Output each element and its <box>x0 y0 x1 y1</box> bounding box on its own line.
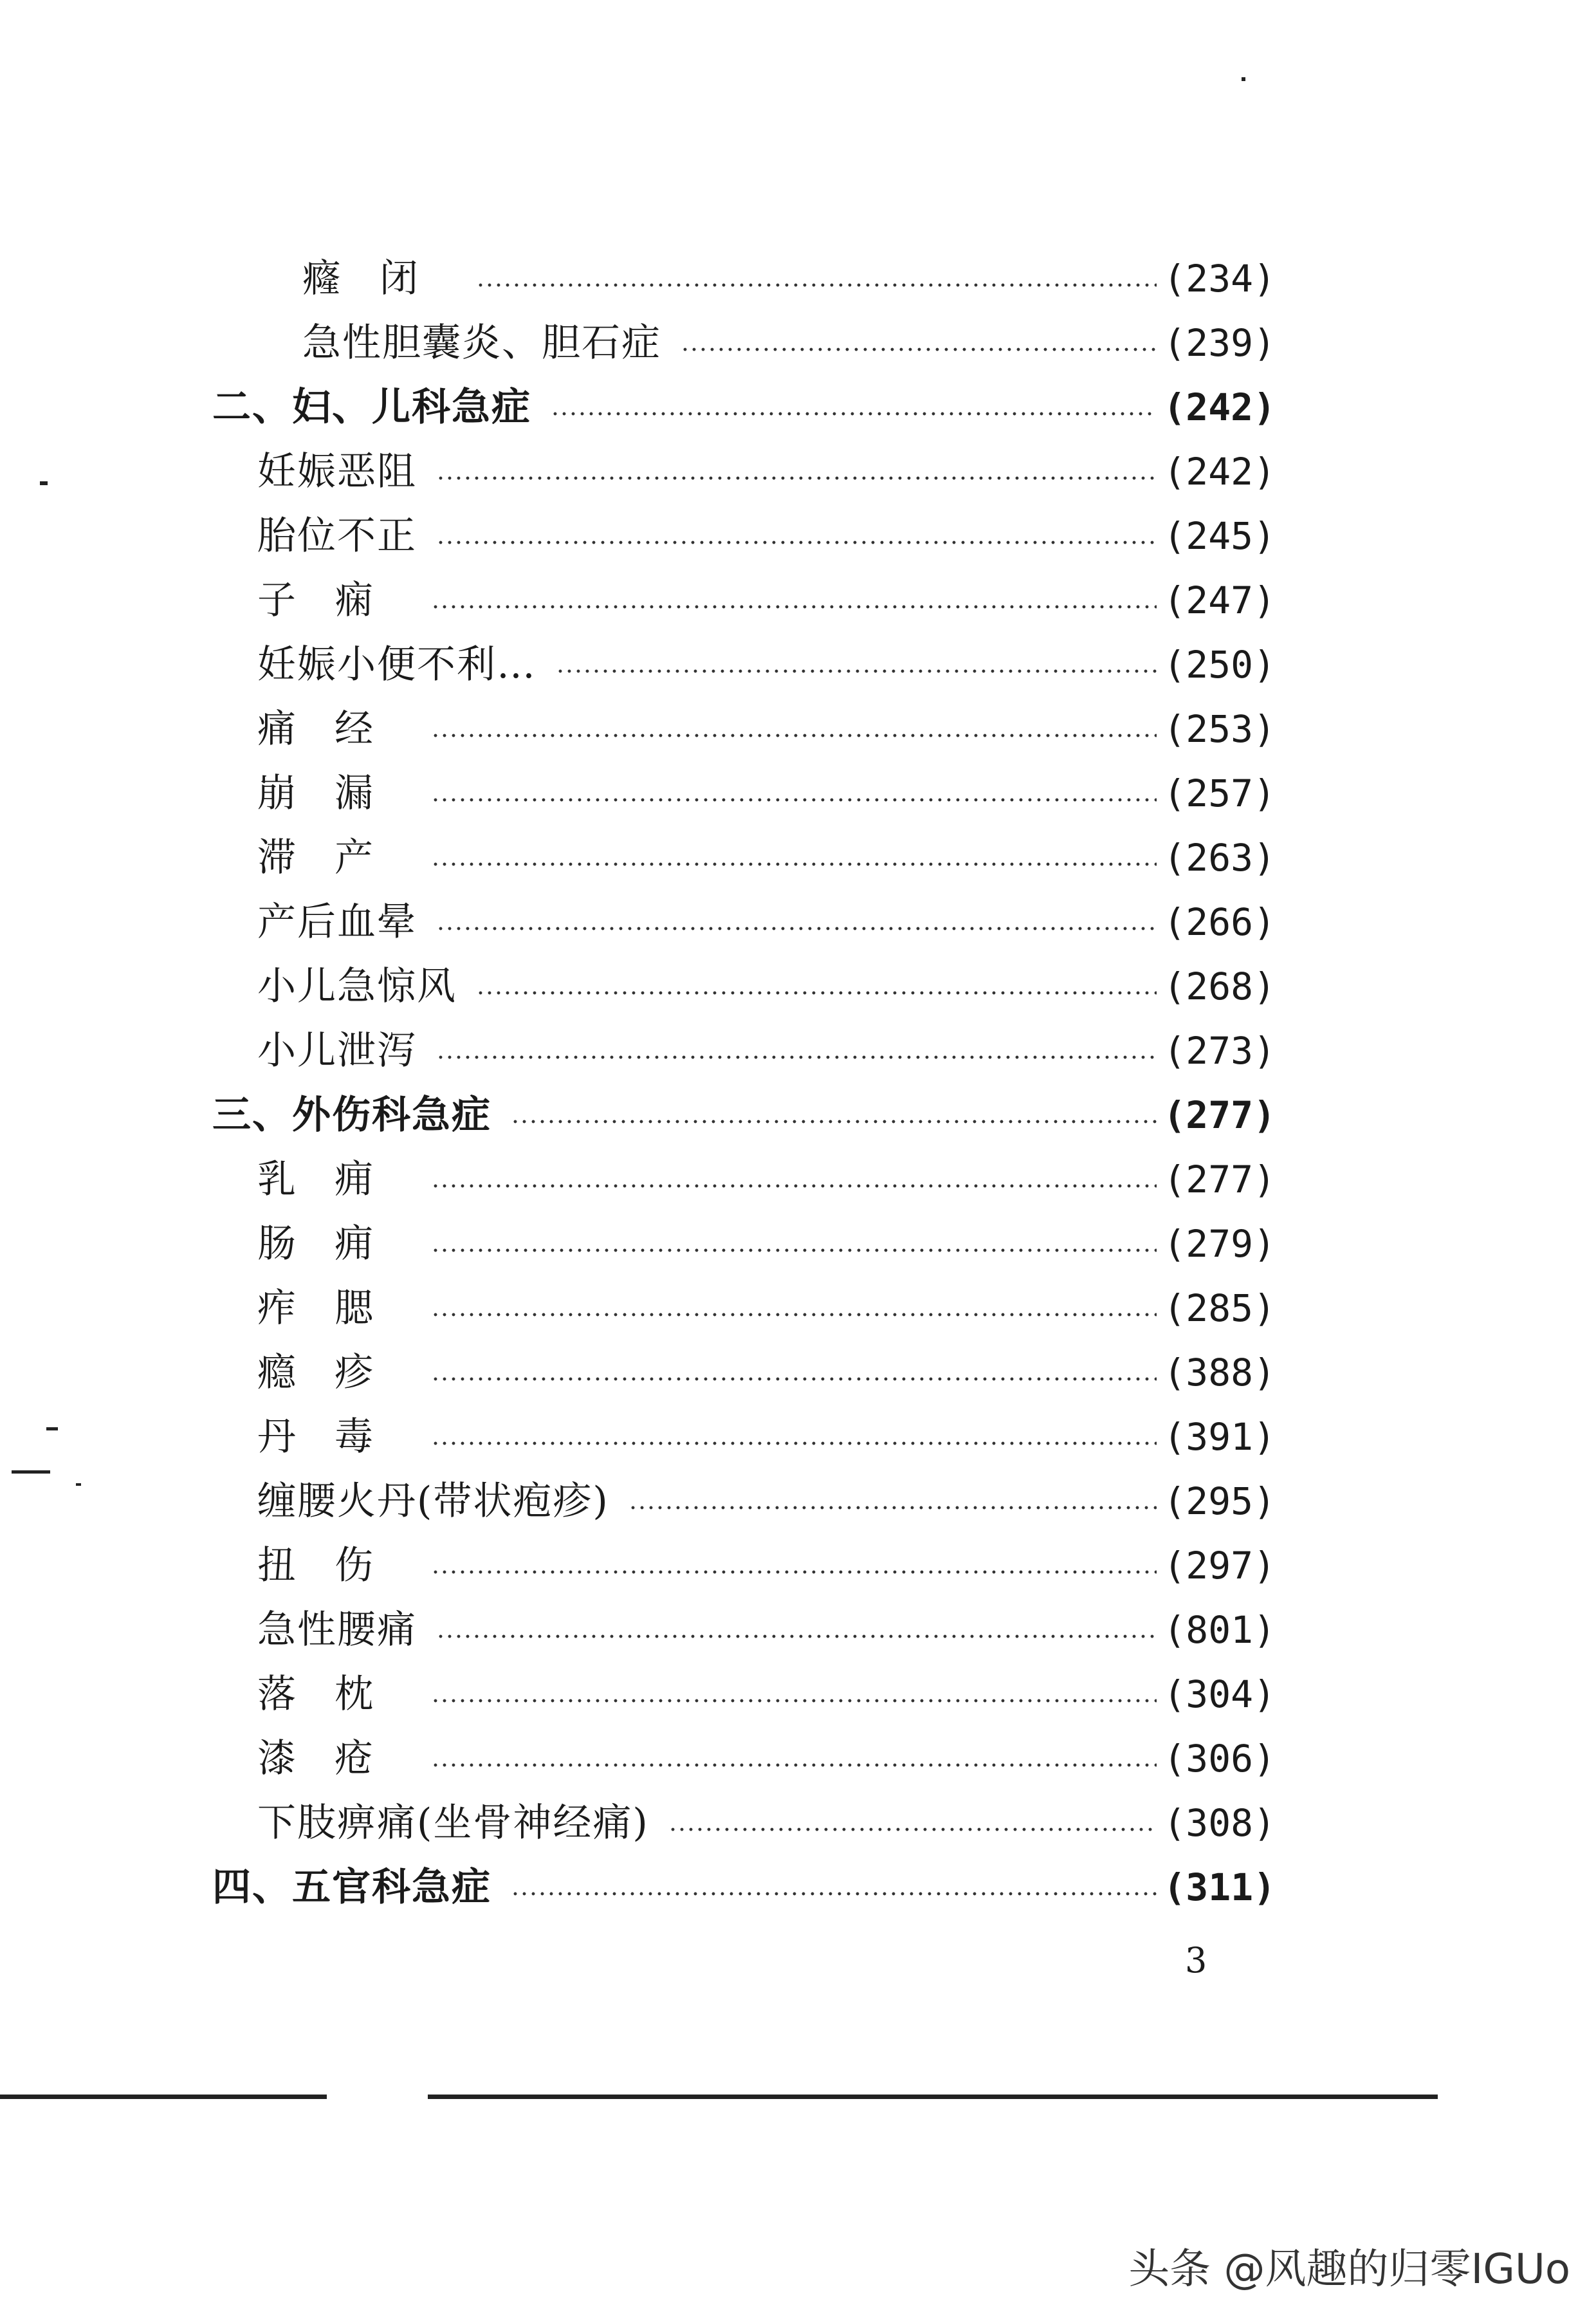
toc-dot-leader <box>436 541 1157 544</box>
toc-dot-leader <box>431 1377 1157 1381</box>
toc-entry-page: (285) <box>1163 1286 1276 1330</box>
toc-entry-page: (304) <box>1163 1672 1276 1716</box>
toc-entry-page: (297) <box>1163 1544 1276 1587</box>
toc-entry <box>257 893 1276 951</box>
toc-dot-leader <box>681 347 1157 351</box>
toc-entry-title: 缠腰火丹(带状疱疹) <box>257 1479 609 1524</box>
toc-entry-title: 小儿泄泻 <box>257 1028 417 1073</box>
toc-entry-page: (311) <box>1163 1865 1276 1909</box>
toc-entry-title: 妊娠恶阻 <box>257 449 417 494</box>
toc-entry-title: 胎位不正 <box>257 513 417 559</box>
toc-dot-leader <box>436 1634 1157 1638</box>
scan-speck <box>12 1470 50 1474</box>
toc-dot-leader <box>431 798 1157 802</box>
toc-entry-page: (295) <box>1163 1479 1276 1523</box>
toc-dot-leader <box>431 605 1157 609</box>
toc-entry-title: 崩漏 <box>257 771 412 816</box>
toc-section-heading <box>212 1858 1276 1916</box>
toc-entry-page: (242) <box>1163 385 1276 429</box>
toc-entry-page: (266) <box>1163 900 1276 944</box>
toc-entry-title: 急性腰痛 <box>257 1607 417 1652</box>
toc-entry-title: 四、五官科急症 <box>212 1865 491 1910</box>
toc-entry-title: 痛经 <box>257 707 412 752</box>
toc-entry <box>257 1537 1276 1595</box>
toc-entry-title: 痄腮 <box>257 1286 412 1331</box>
toc-entry-title: 落枕 <box>257 1672 412 1717</box>
toc-entry <box>257 700 1276 758</box>
toc-entry <box>257 443 1276 501</box>
toc-section-heading <box>212 1086 1276 1144</box>
toc-entry <box>302 250 1276 308</box>
toc-entry-page: (257) <box>1163 772 1276 815</box>
toc-dot-leader <box>431 862 1157 866</box>
toc-dot-leader <box>628 1506 1157 1510</box>
toc-dot-leader <box>476 283 1157 287</box>
toc-section-heading <box>212 378 1276 436</box>
toc-dot-leader <box>431 1184 1157 1188</box>
toc-entry <box>257 1344 1276 1401</box>
toc-entry-title: 肠痈 <box>257 1221 412 1266</box>
toc-entry <box>257 1472 1276 1530</box>
toc-entry-page: (306) <box>1163 1737 1276 1780</box>
toc-entry-page: (277) <box>1163 1093 1276 1137</box>
toc-entry <box>257 829 1276 887</box>
toc-entry-page: (234) <box>1163 257 1276 301</box>
toc-entry-page: (801) <box>1163 1608 1276 1652</box>
toc-dot-leader <box>436 927 1157 930</box>
toc-entry <box>302 314 1276 372</box>
toc-entry <box>257 764 1276 822</box>
scan-speck <box>76 1483 81 1486</box>
toc-entry-title: 二、妇、儿科急症 <box>212 385 531 430</box>
watermark: 头条 @风趣的归零IGUo <box>1128 2246 1570 2293</box>
toc-entry-title: 瘾疹 <box>257 1350 412 1395</box>
toc-entry <box>257 1279 1276 1337</box>
toc-entry-page: (263) <box>1163 836 1276 880</box>
toc-entry-page: (239) <box>1163 321 1276 365</box>
toc-entry <box>257 957 1276 1015</box>
toc-entry-title: 乳痈 <box>257 1157 412 1202</box>
toc-entry-page: (253) <box>1163 707 1276 751</box>
toc-dot-leader <box>668 1827 1157 1831</box>
toc-entry <box>257 1730 1276 1788</box>
toc-entry <box>257 1151 1276 1208</box>
toc-entry-title: 妊娠小便不利… <box>257 642 537 687</box>
toc-entry-title: 下肢痹痛(坐骨神经痛) <box>257 1800 649 1845</box>
toc-entry <box>257 507 1276 565</box>
toc-entry <box>257 1601 1276 1659</box>
toc-dot-leader <box>431 1570 1157 1574</box>
toc-dot-leader <box>431 1248 1157 1252</box>
toc-entry-page: (250) <box>1163 643 1276 687</box>
toc-entry-title: 滞产 <box>257 835 412 880</box>
toc-entry-page: (245) <box>1163 514 1276 558</box>
page-number: 3 <box>1185 1940 1207 1981</box>
toc-entry-title: 子痫 <box>257 578 412 623</box>
toc-entry-page: (277) <box>1163 1158 1276 1201</box>
toc-dot-leader <box>431 1763 1157 1767</box>
toc-dot-leader <box>431 1441 1157 1445</box>
toc-entry-title: 小儿急惊风 <box>257 964 457 1009</box>
toc-entry-page: (247) <box>1163 578 1276 622</box>
toc-entry-title: 三、外伤科急症 <box>212 1093 491 1138</box>
toc-entry-page: (279) <box>1163 1222 1276 1266</box>
toc-entry-title: 产后血晕 <box>257 900 417 945</box>
toc-entry-title: 癃闭 <box>302 256 457 301</box>
toc-dot-leader <box>431 1699 1157 1703</box>
toc-entry-title: 扭伤 <box>257 1543 412 1588</box>
toc-entry <box>257 1215 1276 1273</box>
toc-dot-leader <box>556 669 1157 673</box>
toc-dot-leader <box>436 1055 1157 1059</box>
toc-entry-title: 漆疮 <box>257 1736 412 1781</box>
bottom-rule-left <box>0 2095 327 2099</box>
toc-dot-leader <box>551 412 1157 416</box>
bottom-rule-right <box>428 2095 1438 2099</box>
toc-entry <box>257 1665 1276 1723</box>
toc-dot-leader <box>431 734 1157 737</box>
toc-dot-leader <box>436 476 1157 480</box>
toc-dot-leader <box>511 1892 1157 1896</box>
toc-entry <box>257 1022 1276 1080</box>
toc-entry-page: (268) <box>1163 965 1276 1008</box>
toc-entry-page: (308) <box>1163 1801 1276 1845</box>
toc-entry <box>257 1408 1276 1466</box>
scan-speck <box>46 1427 58 1430</box>
toc-entry-page: (388) <box>1163 1351 1276 1394</box>
toc-entry-page: (391) <box>1163 1415 1276 1459</box>
toc-entry <box>257 636 1276 694</box>
toc-entry <box>257 571 1276 629</box>
toc-entry-title: 急性胆囊炎、胆石症 <box>302 320 661 365</box>
toc-entry-title: 丹毒 <box>257 1414 412 1459</box>
toc-entry <box>257 1794 1276 1852</box>
toc-entry-page: (273) <box>1163 1029 1276 1073</box>
toc-dot-leader <box>431 1313 1157 1317</box>
scan-speck <box>1242 77 1245 81</box>
toc-dot-leader <box>511 1120 1157 1124</box>
toc-dot-leader <box>476 991 1157 995</box>
scan-speck <box>40 481 48 485</box>
toc-entry-page: (242) <box>1163 450 1276 494</box>
